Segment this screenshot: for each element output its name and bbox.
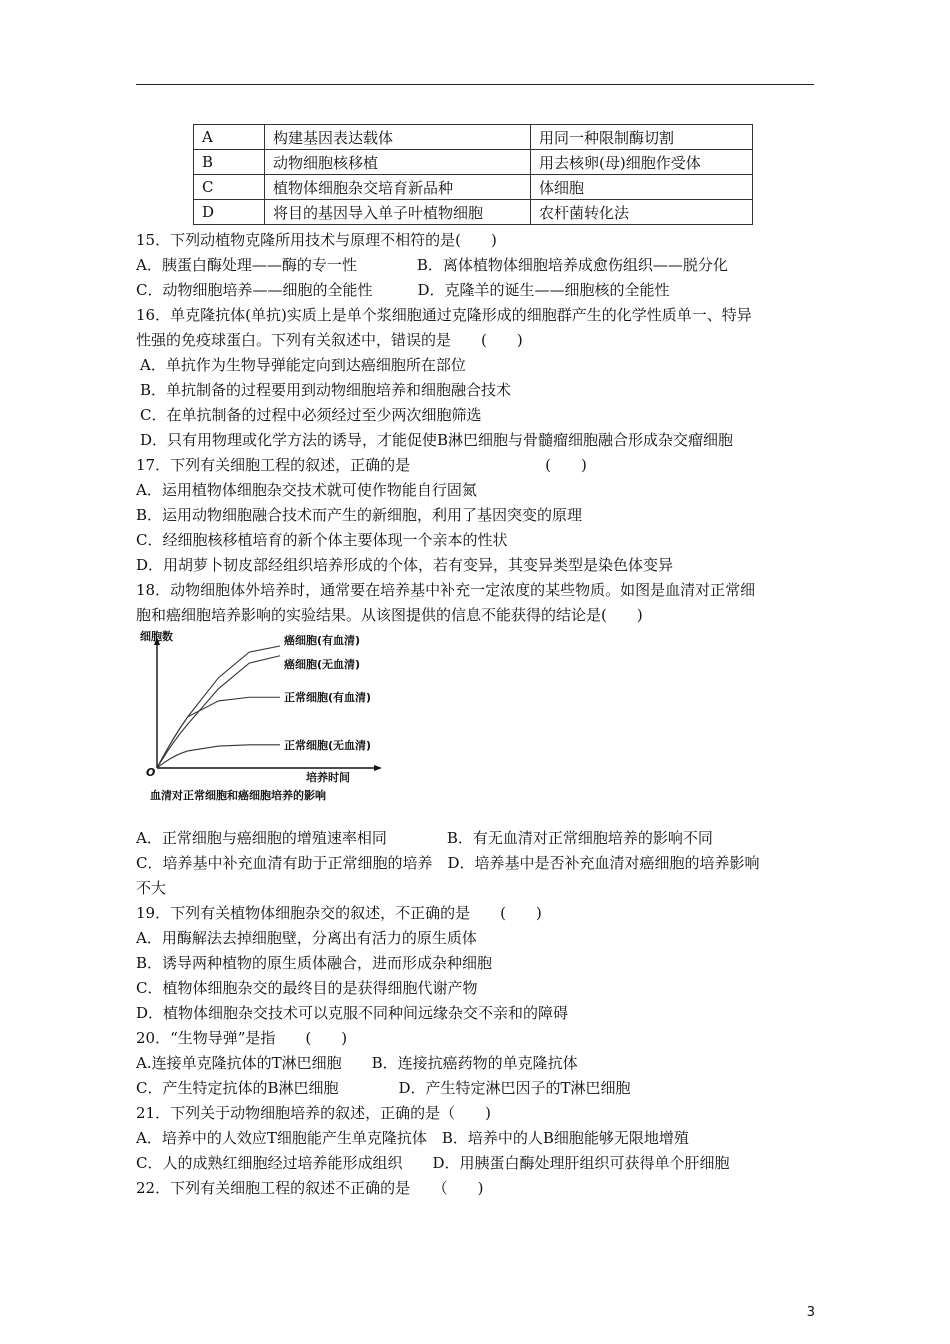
series-label-3: 正常细胞(有血清) [284, 691, 372, 705]
series-line-4 [157, 745, 280, 768]
question-20-options-ab: A.连接单克隆抗体的T淋巴细胞 B．连接抗癌药物的单克隆抗体 [136, 1054, 578, 1072]
serum-effect-chart [140, 628, 390, 806]
table-row [194, 200, 753, 225]
x-axis-label: 培养时间 [306, 771, 350, 784]
row-technique: 动物细胞核移植 [265, 150, 531, 175]
question-16-stem-cont: 性强的免疫球蛋白。下列有关叙述中，错误的是 ( ) [136, 331, 523, 349]
table-row [194, 150, 753, 175]
question-18-options-ab: A．正常细胞与癌细胞的增殖速率相同 B．有无血清对正常细胞培养的影响不同 [136, 829, 713, 847]
series-line-2 [157, 656, 280, 768]
row-letter: D [194, 200, 265, 225]
question-21-options-ab: A．培养中的人效应T细胞能产生单克隆抗体 B．培养中的人B细胞能够无限地增殖 [136, 1129, 689, 1147]
question-19-option-a: A．用酶解法去掉细胞壁，分离出有活力的原生质体 [136, 929, 477, 947]
question-21-options-cd: C．人的成熟红细胞经过培养能形成组织 D．用胰蛋白酶处理肝组织可获得单个肝细胞 [136, 1154, 730, 1172]
row-technique: 将目的基因导入单子叶植物细胞 [265, 200, 531, 225]
options-table [193, 124, 753, 225]
question-18-options-cd: C．培养基中补充血清有助于正常细胞的培养 D．培养基中是否补充血清对癌细胞的培养影响 [136, 854, 760, 872]
question-15-options-cd: C．动物细胞培养——细胞的全能性 D．克隆羊的诞生——细胞核的全能性 [136, 281, 670, 299]
question-17-option-c: C．经细胞核移植培育的新个体主要体现一个亲本的性状 [136, 531, 508, 549]
question-20-options-cd: C．产生特定抗体的B淋巴细胞 D．产生特定淋巴因子的T淋巴细胞 [136, 1079, 631, 1097]
series-label-4: 正常细胞(无血清) [284, 738, 372, 752]
question-18-stem: 18．动物细胞体外培养时，通常要在培养基中补充一定浓度的某些物质。如图是血清对正常细 [136, 581, 756, 599]
question-16-option-c: C．在单抗制备的过程中必须经过至少两次细胞筛选 [140, 406, 482, 424]
question-18-option-d-cont: 不大 [136, 879, 167, 897]
series-label-2: 癌细胞(无血清) [284, 657, 361, 671]
question-16-option-a: A．单抗作为生物导弹能定向到达癌细胞所在部位 [140, 356, 466, 374]
row-letter: B [194, 150, 265, 175]
y-axis-label: 细胞数 [140, 630, 173, 643]
question-20-stem: 20．“生物导弹”是指 ( ) [136, 1029, 348, 1047]
question-19-option-d: D．植物体细胞杂交技术可以克服不同种间远缘杂交不亲和的障碍 [136, 1004, 569, 1022]
question-19-stem: 19．下列有关植物体细胞杂交的叙述，不正确的是 ( ) [136, 904, 542, 922]
row-technique: 植物体细胞杂交培育新品种 [265, 175, 531, 200]
page-number: 3 [806, 1305, 815, 1320]
question-19-option-c: C．植物体细胞杂交的最终目的是获得细胞代谢产物 [136, 979, 478, 997]
row-letter: C [194, 175, 265, 200]
table-row [194, 175, 753, 200]
question-17-option-d: D．用胡萝卜韧皮部经组织培养形成的个体，若有变异，其变异类型是染色体变异 [136, 556, 674, 574]
question-19-option-b: B．诱导两种植物的原生质体融合，进而形成杂种细胞 [136, 954, 493, 972]
x-axis-arrow [374, 765, 382, 771]
question-18-stem-cont: 胞和癌细胞培养影响的实验结果。从该图提供的信息不能获得的结论是( ) [136, 606, 643, 624]
row-method: 用同一种限制酶切割 [531, 125, 753, 150]
series-line-3 [157, 697, 280, 768]
question-22-stem: 22．下列有关细胞工程的叙述不正确的是 （ ) [136, 1179, 484, 1197]
series-label-1: 癌细胞(有血清) [284, 634, 361, 647]
series-line-1 [157, 646, 280, 768]
question-16-option-b: B．单抗制备的过程要用到动物细胞培养和细胞融合技术 [140, 381, 512, 399]
question-15-stem: 15．下列动植物克隆所用技术与原理不相符的是( ) [136, 231, 497, 249]
question-21-stem: 21．下列关于动物细胞培养的叙述，正确的是（ ) [136, 1104, 491, 1122]
question-16-stem: 16．单克隆抗体(单抗)实质上是单个浆细胞通过克隆形成的细胞群产生的化学性质单一、特异 [136, 306, 752, 324]
chart-caption: 血清对正常细胞和癌细胞培养的影响 [150, 789, 326, 802]
question-17-option-a: A．运用植物体细胞杂交技术就可使作物能自行固氮 [136, 481, 477, 499]
question-17-option-b: B．运用动物细胞融合技术而产生的新细胞，利用了基因突变的原理 [136, 506, 583, 524]
row-method: 体细胞 [531, 175, 753, 200]
table-row [194, 125, 753, 150]
series-layer [157, 633, 371, 768]
row-technique: 构建基因表达载体 [265, 125, 531, 150]
row-method: 农杆菌转化法 [531, 200, 753, 225]
question-17-stem: 17．下列有关细胞工程的叙述，正确的是 ( ) [136, 456, 587, 474]
origin-label: O [146, 766, 156, 779]
question-15-options-ab: A．胰蛋白酶处理——酶的专一性 B．离体植物体细胞培养成愈伤组织——脱分化 [136, 256, 728, 274]
row-letter: A [194, 125, 265, 150]
question-16-option-d: D．只有用物理或化学方法的诱导，才能促使B淋巴细胞与骨髓瘤细胞融合形成杂交瘤细胞 [140, 431, 734, 449]
header-rule [136, 84, 814, 85]
row-method: 用去核卵(母)细胞作受体 [531, 150, 753, 175]
